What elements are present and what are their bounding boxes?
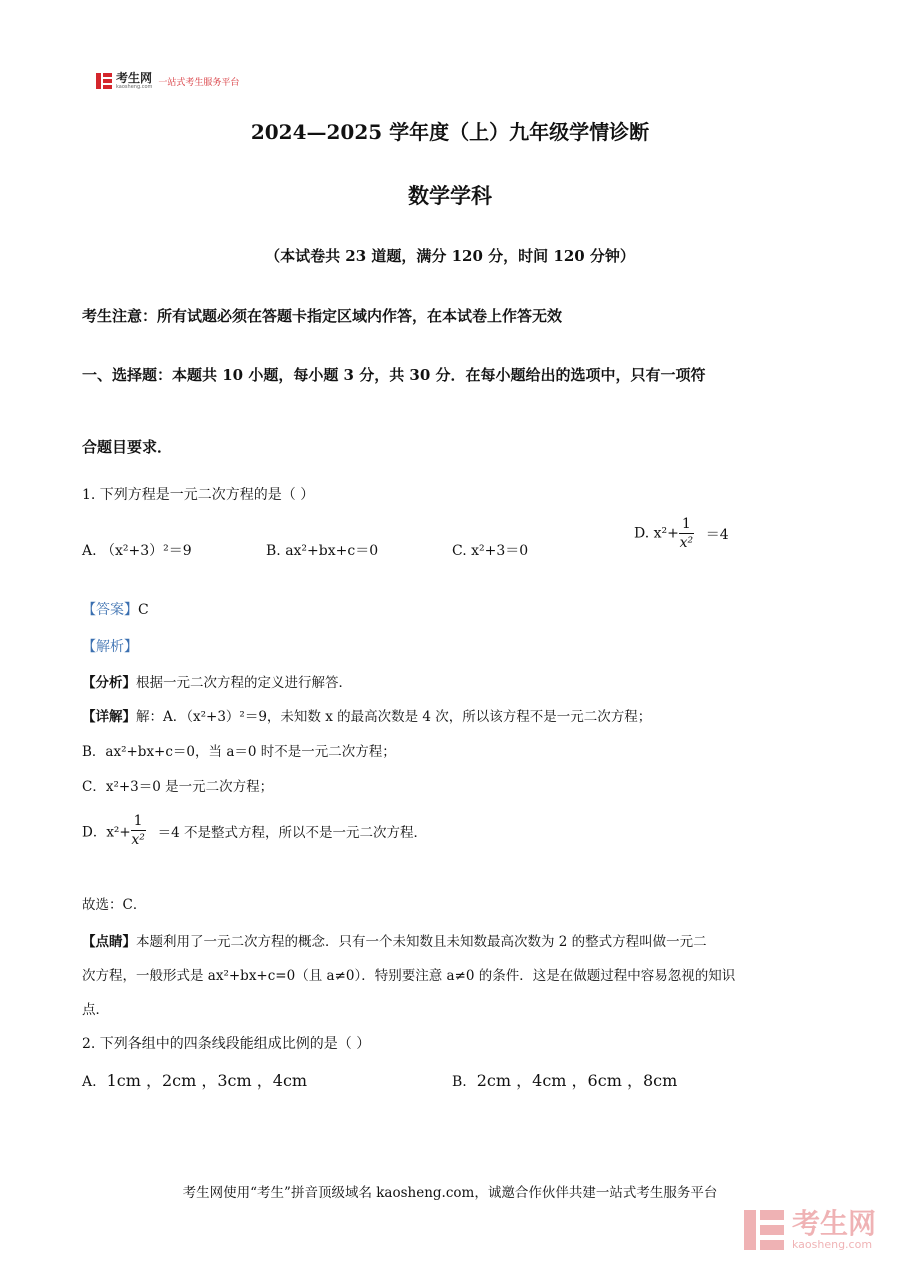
fenxi-label: 【分析】 — [82, 675, 136, 691]
exam-title: 2024—2025 学年度（上）九年级学情诊断 — [250, 120, 650, 144]
detail-label: 【详解】 — [82, 709, 136, 725]
exam-notice: 考生注意：所有试题必须在答题卡指定区域内作答，在本试卷上作答无效 — [82, 307, 563, 325]
q1-option-d-fraction — [679, 515, 694, 552]
q2-option-b — [452, 1068, 677, 1091]
fraction-denominator: x² — [679, 535, 694, 551]
exam-info: （本试卷共 23 道题，满分 120 分，时间 120 分钟） — [265, 247, 635, 265]
answer-label: 【答案】 — [82, 602, 138, 618]
detail-a-text: 解：A．（x²+3）²＝9，未知数 x 的最高次数是 4 次，所以该方程不是一元二次方程； — [136, 709, 652, 725]
q1-answer — [82, 599, 149, 619]
watermark-domain: kaosheng.com — [791, 1238, 873, 1251]
section-heading-line2: 合题目要求． — [82, 438, 173, 456]
watermark-logo-icon — [744, 1210, 784, 1250]
detail-d-prefix: D．x²+ — [82, 824, 131, 841]
q1-dianjing-line3: 点． — [82, 1002, 109, 1018]
kaosheng-logo-icon — [96, 73, 112, 89]
watermark — [744, 1209, 876, 1251]
fraction-numerator: 1 — [131, 812, 146, 831]
fraction-denominator: x² — [131, 832, 145, 848]
fraction-numerator: 1 — [679, 515, 694, 534]
q1-detail-c: C．x²+3＝0 是一元二次方程； — [82, 779, 274, 795]
dianjing-text-1: 本题利用了一元二次方程的概念．只有一个未知数且未知数最高次数为 2 的整式方程叫做一元二 — [136, 934, 707, 950]
q1-option-c: C. x²+3＝0 — [452, 543, 529, 559]
dianjing-label: 【点睛】 — [82, 934, 136, 950]
logo-name: 考生网 — [116, 71, 153, 85]
q1-option-a: A. （x²+3）²＝9 — [82, 543, 192, 559]
fenxi-text: 根据一元二次方程的定义进行解答． — [136, 675, 352, 691]
q1-fenxi — [82, 671, 352, 691]
q1-option-d-prefix: D. x²+ — [634, 525, 679, 542]
answer-value: C — [138, 602, 149, 618]
q2-option-b-values: 2cm ，4cm ，6cm ，8cm — [476, 1071, 678, 1090]
q2-option-b-label: B. — [452, 1074, 467, 1090]
q1-option-d — [634, 515, 729, 552]
q2-option-a-label: A. — [82, 1074, 97, 1090]
logo-domain: kaosheng.com — [116, 84, 153, 90]
q1-option-b: B. ax²+bx+c＝0 — [266, 543, 379, 559]
q1-option-d-suffix: ＝4 — [705, 526, 729, 543]
site-logo[interactable] — [96, 72, 239, 90]
q2-option-a — [82, 1068, 307, 1091]
analysis-label: 【解析】 — [82, 639, 138, 655]
detail-d-suffix: ＝4 不是整式方程，所以不是一元二次方程． — [157, 824, 427, 841]
section-heading-line1: 一、选择题：本题共 10 小题，每小题 3 分，共 30 分．在每小题给出的选项中，只有一项符 — [82, 366, 706, 384]
watermark-name: 考生网 — [791, 1207, 876, 1240]
page-footer: 考生网使用“考生”拼音顶级域名 kaosheng.com，诚邀合作伙伴共建一站式考生服务平台 — [182, 1185, 718, 1201]
q1-conclusion: 故选：C． — [82, 897, 147, 913]
q1-dianjing-line1 — [82, 930, 707, 950]
q1-detail-b: B．ax²+bx+c＝0，当 a＝0 时不是一元二次方程； — [82, 744, 396, 760]
question-1-stem: 1. 下列方程是一元二次方程的是（ ） — [82, 487, 315, 503]
question-2-stem: 2. 下列各组中的四条线段能组成比例的是（ ） — [82, 1036, 371, 1052]
q2-option-a-values: 1cm ，2cm ，3cm ，4cm — [106, 1071, 308, 1090]
q1-dianjing-line2: 次方程，一般形式是 ax²+bx+c=0（且 a≠0）．特别要注意 a≠0 的条件．这是在做题过程中容易忽视的知识 — [82, 968, 736, 984]
exam-subject: 数学学科 — [408, 183, 492, 208]
logo-slogan: 一站式考生服务平台 — [158, 77, 240, 88]
detail-d-fraction — [131, 812, 146, 849]
q1-detail-d — [82, 812, 427, 849]
q1-detail-a — [82, 705, 651, 725]
